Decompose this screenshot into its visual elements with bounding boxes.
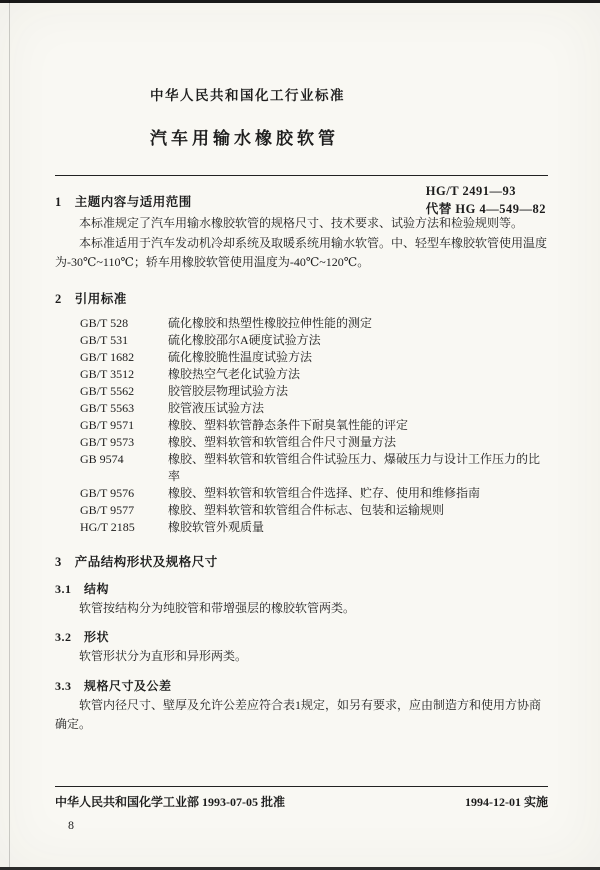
reference-code: GB/T 9573 [80,434,135,449]
reference-code: GB/T 3512 [80,366,135,381]
reference-title: 橡胶热空气老化试验方法 [168,366,301,381]
reference-title: 橡胶、塑料软管和软管组合件选择、贮存、使用和维修指南 [168,485,481,500]
reference-title: 硫化橡胶脆性温度试验方法 [168,349,313,364]
reference-row [80,502,548,519]
reference-row [80,434,548,451]
reference-title: 橡胶、塑料软管和软管组合件标志、包装和运输规则 [168,502,445,517]
reference-title: 硫化橡胶和热塑性橡胶拉伸性能的测定 [168,315,373,330]
section-heading: 1 主题内容与适用范围 [55,195,192,209]
reference-title: 橡胶、塑料软管和软管组合件尺寸测量方法 [168,434,397,449]
reference-code: GB/T 9571 [80,417,135,432]
reference-row [80,332,548,349]
reference-code: HG/T 2185 [80,519,135,534]
document-title: 汽车用输水橡胶软管 [150,129,339,148]
reference-row [80,451,548,485]
reference-code: GB/T 528 [80,315,129,330]
reference-row [80,366,548,383]
footer-approval: 中华人民共和国化学工业部 1993-07-05 批准 [55,795,285,809]
reference-code: GB/T 1682 [80,349,135,364]
reference-title: 硫化橡胶邵尔A硬度试验方法 [168,332,321,347]
reference-code: GB/T 5563 [80,400,135,415]
reference-code: GB/T 9577 [80,502,135,517]
reference-row [80,417,548,434]
document-footer [55,793,548,810]
paragraph: 软管内径尺寸、壁厚及允许公差应符合表1规定，如另有要求，应由制造方和使用方协商确定。 [55,697,542,731]
header-rule [55,175,548,176]
paragraph: 本标准规定了汽车用输水橡胶软管的规格尺寸、技术要求、试验方法和检验规则等。 [79,216,524,230]
standard-type: 中华人民共和国化工行业标准 [150,88,345,103]
reference-row [80,519,548,536]
standard-codes [426,182,546,218]
section-structure [55,552,548,735]
paragraph: 软管按结构分为纯胶管和带增强层的橡胶软管两类。 [79,600,356,615]
replaces-note: 代替 HG 4—549—82 [425,202,546,216]
section-heading: 3 产品结构形状及规格尺寸 [55,554,218,569]
subsection-heading: 3.2 形状 [55,630,110,644]
footer-implementation: 1994-12-01 实施 [465,795,548,809]
reference-title: 橡胶软管外观质量 [168,519,265,534]
document-content [55,0,548,735]
reference-list [80,315,548,536]
reference-code: GB/T 9576 [80,485,135,500]
reference-code: GB 9574 [80,451,124,466]
section-references [55,289,548,536]
reference-title: 橡胶、塑料软管静态条件下耐臭氧性能的评定 [168,417,409,432]
section-heading: 2 引用标准 [55,291,127,306]
reference-row [80,400,548,417]
footer-rule [55,786,548,787]
reference-row [80,485,548,502]
scan-edge-left [9,0,10,870]
reference-row [80,349,548,366]
reference-code: GB/T 5562 [80,383,135,398]
subsection-heading: 3.3 规格尺寸及公差 [55,678,172,693]
reference-title: 橡胶、塑料软管和软管组合件试验压力、爆破压力与设计工作压力的比率 [168,451,541,483]
reference-title: 胶管液压试验方法 [168,400,265,415]
reference-code: GB/T 531 [80,332,129,347]
paragraph: 软管形状分为直形和异形两类。 [79,649,248,663]
reference-row [80,383,548,400]
reference-title: 胶管胶层物理试验方法 [168,383,289,398]
paragraph: 本标准适用于汽车发动机冷却系统及取暖系统用输水软管。中、轻型车橡胶软管使用温度为-30℃~110℃；轿车用橡胶软管使用温度为-40℃~120℃。 [55,235,548,269]
subsection-heading: 3.1 结构 [55,581,110,596]
page-number: 8 [68,818,74,832]
standard-code: HG/T 2491—93 [425,184,516,198]
reference-row [80,315,548,332]
